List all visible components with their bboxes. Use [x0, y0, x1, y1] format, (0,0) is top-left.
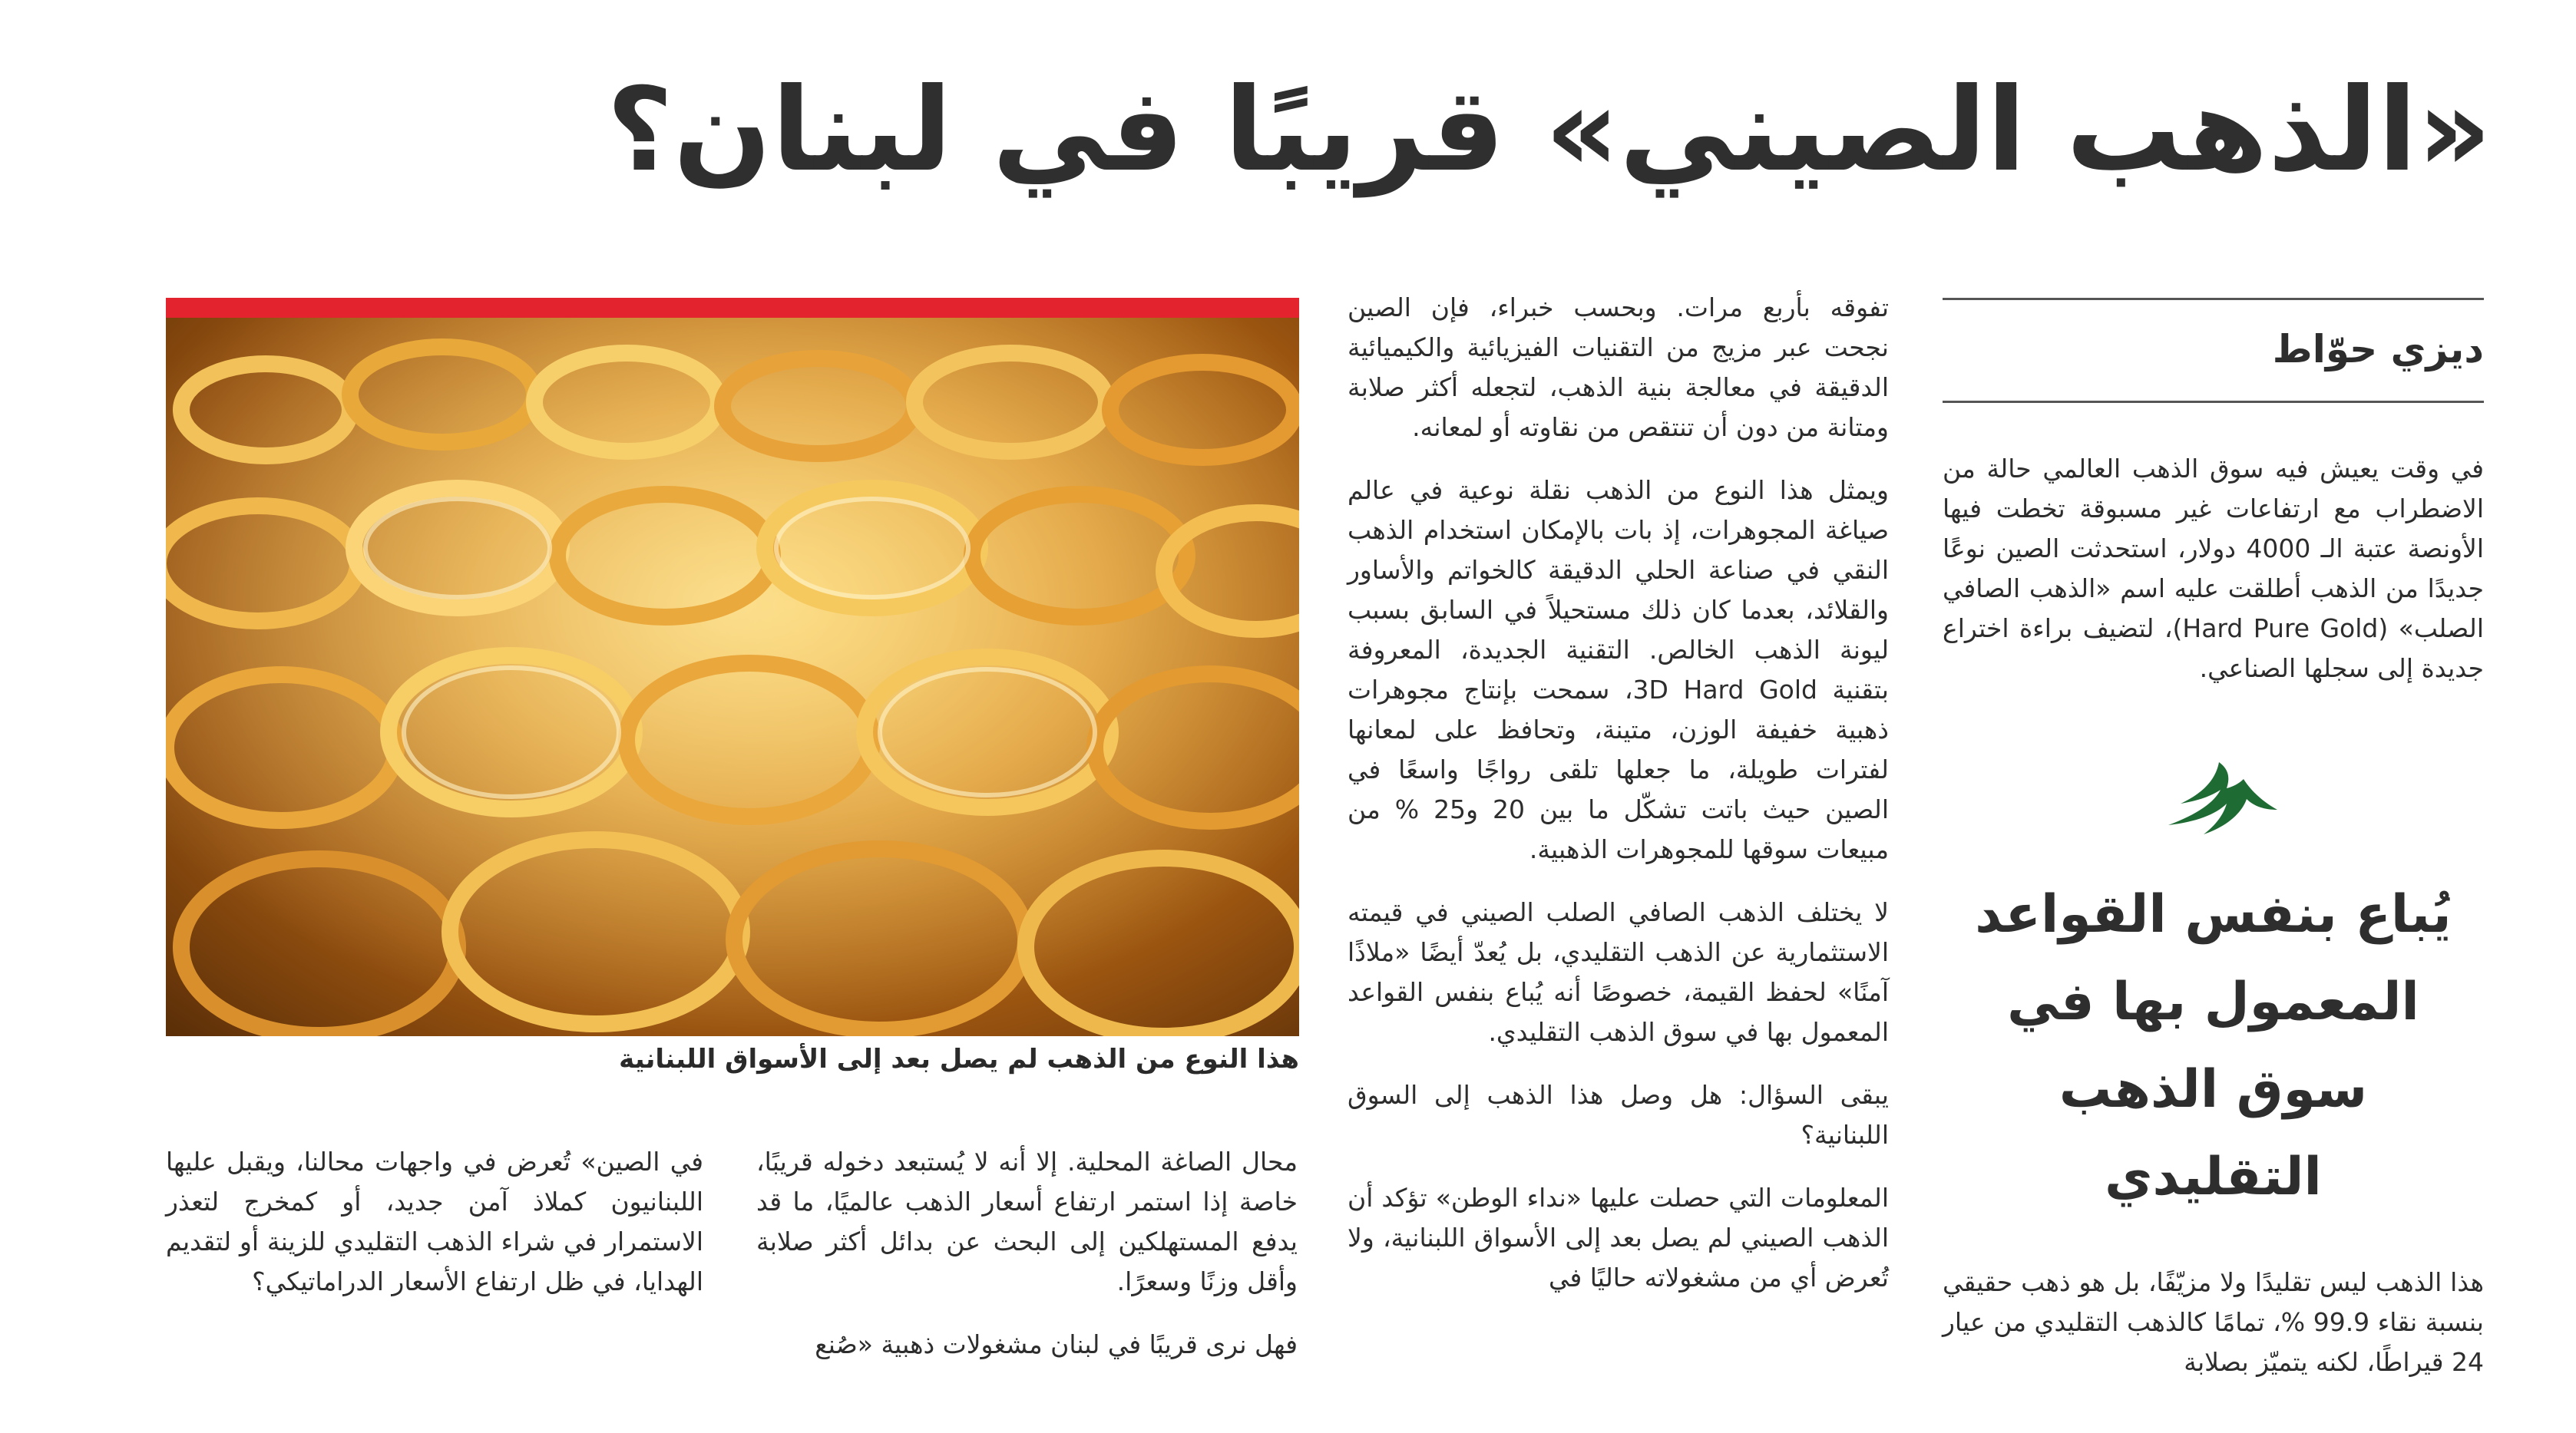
- headline: «الذهب الصيني» قريبًا في لبنان؟: [606, 64, 2492, 197]
- photo-accent-bar: [166, 298, 1299, 318]
- author-rule-bottom: [1943, 401, 2484, 403]
- right-column-intro: [1943, 449, 2484, 688]
- photo-caption: هذا النوع من الذهب لم يصل بعد إلى الأسواق اللبنانية: [619, 1044, 1299, 1075]
- left-a-paragraph-2: فهل نرى قريبًا في لبنان مشغولات ذهبية «صُنع: [815, 1329, 1298, 1359]
- middle-paragraph-5: المعلومات التي حصلت عليها «نداء الوطن» تؤكد أن الذهب الصيني لم يصل بعد إلى الأسواق اللبنانية، ولا تُعرض أي من مشغولاته حاليًا في: [1348, 1183, 1889, 1293]
- middle-paragraph-2: ويمثل هذا النوع من الذهب نقلة نوعية في عالم صياغة المجوهرات، إذ بات بالإمكان استخدام الذهب النقي في صناعة الحلي الدقيقة كالخواتم والأساور والقلائد، بعدما كان ذلك مستحيلاً في السابق بسبب ليونة الذهب الخالص. التقنية الجديدة، المعروفة بتقنية 3D Hard Gold، سمحت بإنتاج مجوهرات ذهبية خفيفة الوزن، متينة، وتحافظ على لمعانها لفترات طويلة، ما جعلها تلقى رواجًا واسعًا في الصين حيث باتت تشكّل ما بين 20 و25 % من مبيعات سوقها للمجوهرات الذهبية.: [1348, 475, 1889, 864]
- gold-rings-photo: [166, 318, 1299, 1036]
- middle-column: [1348, 288, 1889, 1298]
- intro-paragraph: في وقت يعيش فيه سوق الذهب العالمي حالة من الاضطراب مع ارتفاعات غير مسبوقة تخطت فيها الأونصة عتبة الـ 4000 دولار، استحدثت الصين نوعًا جديدًا من الذهب أطلقت عليه اسم «الذهب الصافي الصلب» (Hard Pure Gold)، لتضيف براءة اختراع جديدة إلى سجلها الصناعي.: [1943, 454, 2484, 683]
- left-a-paragraph-1: محال الصاغة المحلية. إلا أنه لا يُستبعد دخوله قريبًا، خاصة إذا استمر ارتفاع أسعار الذهب عالميًا، ما قد يدفع المستهلكين إلى البحث عن بدائل أكثر صلابة وأقل وزنًا وسعرًا.: [756, 1147, 1298, 1296]
- pull-quote: يُباع بنفس القواعد المعمول بها في سوق الذهب التقليدي: [1975, 884, 2452, 1207]
- left-column-b: [166, 1142, 703, 1302]
- middle-paragraph-3: لا يختلف الذهب الصافي الصلب الصيني في قيمته الاستثمارية عن الذهب التقليدي، بل يُعدّ أيضًا «ملاذًا آمنًا» لحفظ القيمة، خصوصًا أنه يُباع بنفس القواعد المعمول بها في سوق الذهب التقليدي.: [1348, 897, 1889, 1047]
- middle-paragraph-4: يبقى السؤال: هل وصل هذا الذهب إلى السوق اللبنانية؟: [1348, 1080, 1889, 1150]
- middle-paragraph-1: تفوقه بأربع مرات. وبحسب خبراء، فإن الصين نجحت عبر مزيج من التقنيات الفيزيائية والكيميائية الدقيقة في معالجة بنية الذهب، لتجعله أكثر صلابة ومتانة من دون أن تنتقص من نقاوته أو لمعانه.: [1348, 292, 1889, 442]
- left-b-paragraph-1: في الصين» تُعرض في واجهات محالنا، ويقبل عليها اللبنانيون كملاذ آمن جديد، أو كمخرج لتعذر الاستمرار في شراء الذهب التقليدي للزينة أو لتقديم الهدايا، في ظل ارتفاع الأسعار الدراماتيكي؟: [166, 1147, 703, 1296]
- bottom-paragraph: هذا الذهب ليس تقليدًا ولا مزيّفًا، بل هو ذهب حقيقي بنسبة نقاء 99.9 %، تمامًا كالذهب التقليدي من عيار 24 قيراطًا، لكنه يتميّز بصلابة: [1943, 1267, 2484, 1377]
- right-column-bottom: [1943, 1263, 2484, 1382]
- author-name: ديزي حوّاط: [2272, 327, 2484, 371]
- left-column-a: [756, 1142, 1298, 1365]
- cedar-icon: [2150, 756, 2288, 840]
- author-rule-top: [1943, 298, 2484, 300]
